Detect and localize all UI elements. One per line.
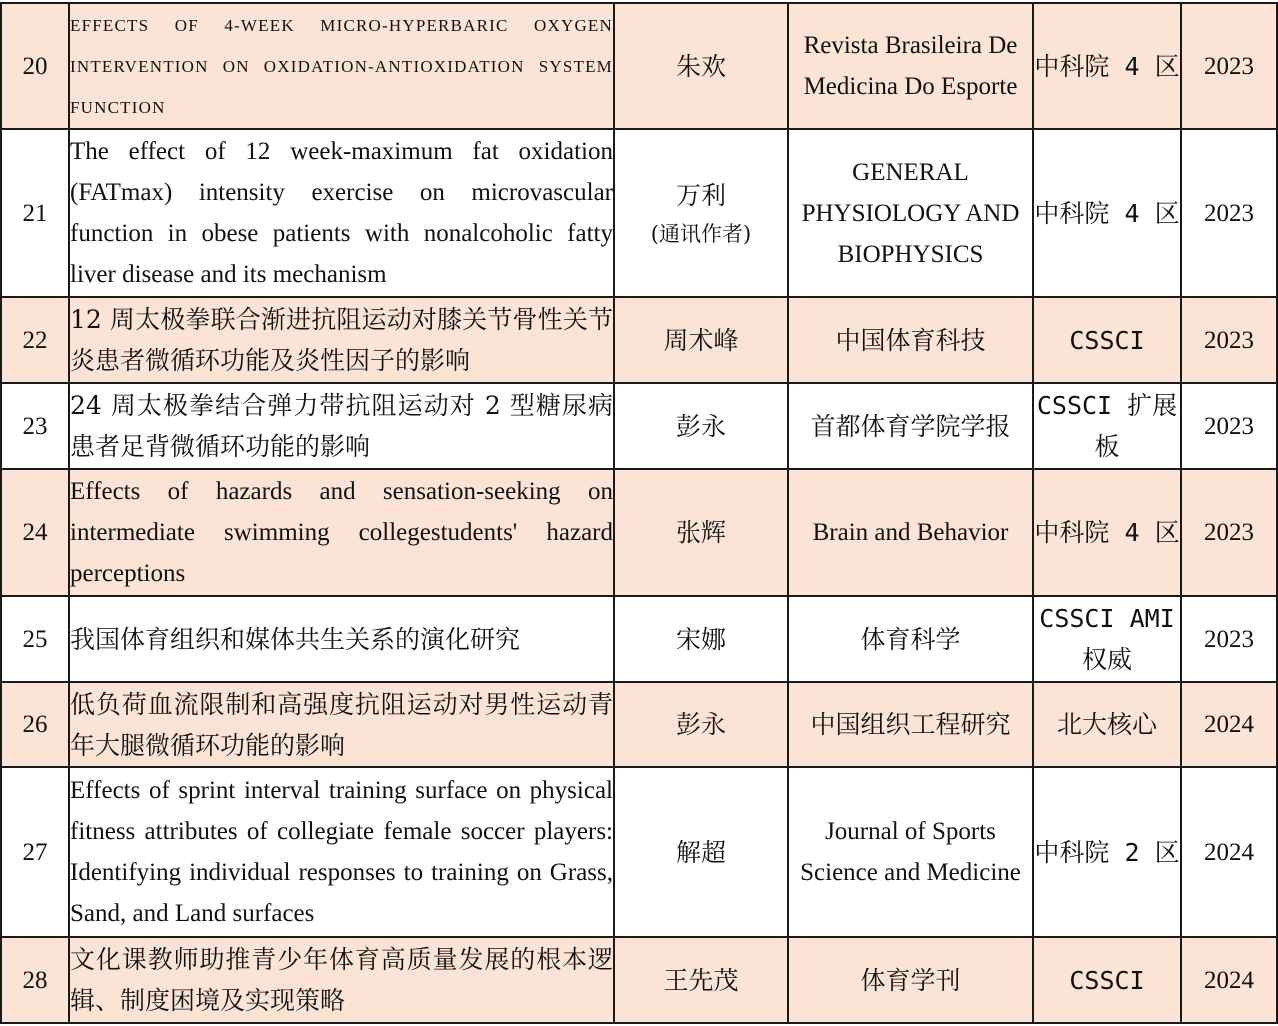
author-name: 张辉 [675, 518, 726, 547]
journal-rank: 北大核心 [1033, 682, 1181, 767]
author-cell [614, 596, 788, 682]
row-number: 27 [1, 767, 69, 937]
row-number: 26 [1, 682, 69, 767]
author-cell [614, 937, 788, 1023]
paper-title: Effects of sprint interval training surface on physical fitness attributes of collegiate female soccer players: Identifying individual responses to training on Grass, Sand, and Land surfaces [69, 767, 614, 937]
table-row [1, 3, 1277, 129]
publication-year: 2024 [1181, 937, 1277, 1023]
author-name: 彭永 [675, 411, 726, 441]
table-row [1, 767, 1277, 937]
journal-name: GENERAL PHYSIOLOGY AND BIOPHYSICS [788, 129, 1033, 297]
paper-title: EFFECTS OF 4-WEEK MICRO-HYPERBARIC OXYGEN INTERVENTION ON OXIDATION-ANTIOXIDATION SYSTEM FUNCTION [69, 3, 614, 129]
row-number: 20 [1, 3, 69, 129]
journal-name: 中国组织工程研究 [788, 682, 1033, 767]
table-row [1, 129, 1277, 297]
publications-table-body [1, 3, 1277, 1023]
author-name: 王先茂 [663, 965, 739, 995]
paper-title: The effect of 12 week-maximum fat oxidation (FATmax) intensity exercise on microvascular function in obese patients with nonalcoholic fatty liver disease and its mechanism [69, 129, 614, 297]
journal-name: Journal of Sports Science and Medicine [788, 767, 1033, 937]
journal-rank: CSSCI [1033, 297, 1181, 383]
journal-rank: CSSCI 扩展板 [1033, 383, 1181, 469]
journal-name: 体育学刊 [788, 937, 1033, 1023]
paper-title: 文化课教师助推青少年体育高质量发展的根本逻辑、制度困境及实现策略 [69, 937, 614, 1023]
publication-year: 2023 [1181, 596, 1277, 682]
author-cell [614, 297, 788, 383]
journal-rank: CSSCI [1033, 937, 1181, 1023]
journal-rank: CSSCI AMI 权威 [1033, 596, 1181, 682]
journal-name: Brain and Behavior [788, 469, 1033, 596]
row-number: 24 [1, 469, 69, 596]
author-name: 周术峰 [663, 325, 739, 355]
row-number: 28 [1, 937, 69, 1023]
author-name: 宋娜 [675, 624, 726, 654]
publication-year: 2024 [1181, 767, 1277, 937]
journal-name: 中国体育科技 [788, 297, 1033, 383]
publication-year: 2023 [1181, 297, 1277, 383]
table-row [1, 297, 1277, 383]
table-row [1, 469, 1277, 596]
author-name: 万利 [675, 180, 726, 210]
paper-title: 低负荷血流限制和高强度抗阻运动对男性运动青年大腿微循环功能的影响 [69, 682, 614, 767]
journal-rank: 中科院 4 区 [1033, 469, 1181, 596]
table-row [1, 383, 1277, 469]
author-cell [614, 469, 788, 596]
author-cell [614, 3, 788, 129]
publication-year: 2023 [1181, 129, 1277, 297]
journal-rank: 中科院 4 区 [1033, 129, 1181, 297]
journal-name: Revista Brasileira De Medicina Do Esporte [788, 3, 1033, 129]
paper-title: 我国体育组织和媒体共生关系的演化研究 [69, 596, 614, 682]
journal-rank: 中科院 2 区 [1033, 767, 1181, 937]
journal-name: 首都体育学院学报 [788, 383, 1033, 469]
table-row [1, 596, 1277, 682]
journal-rank: 中科院 4 区 [1033, 3, 1181, 129]
row-number: 21 [1, 129, 69, 297]
paper-title: Effects of hazards and sensation-seeking on intermediate swimming collegestudents' hazard perceptions [69, 469, 614, 596]
author-name: 解超 [675, 837, 726, 867]
paper-title: 12 周太极拳联合渐进抗阻运动对膝关节骨性关节炎患者微循环功能及炎性因子的影响 [69, 297, 614, 383]
table-row [1, 682, 1277, 767]
publication-year: 2024 [1181, 682, 1277, 767]
author-cell [614, 383, 788, 469]
publication-year: 2023 [1181, 3, 1277, 129]
journal-name: 体育科学 [788, 596, 1033, 682]
row-number: 23 [1, 383, 69, 469]
author-cell [614, 682, 788, 767]
author-name: 彭永 [675, 710, 726, 739]
table-row [1, 937, 1277, 1023]
publication-year: 2023 [1181, 383, 1277, 469]
row-number: 22 [1, 297, 69, 383]
author-cell [614, 767, 788, 937]
paper-title: 24 周太极拳结合弹力带抗阻运动对 2 型糖尿病患者足背微循环功能的影响 [69, 383, 614, 469]
publication-year: 2023 [1181, 469, 1277, 596]
author-cell [614, 129, 788, 297]
row-number: 25 [1, 596, 69, 682]
author-note: (通讯作者) [650, 221, 752, 246]
author-name: 朱欢 [675, 51, 726, 81]
publications-table [0, 2, 1278, 1024]
